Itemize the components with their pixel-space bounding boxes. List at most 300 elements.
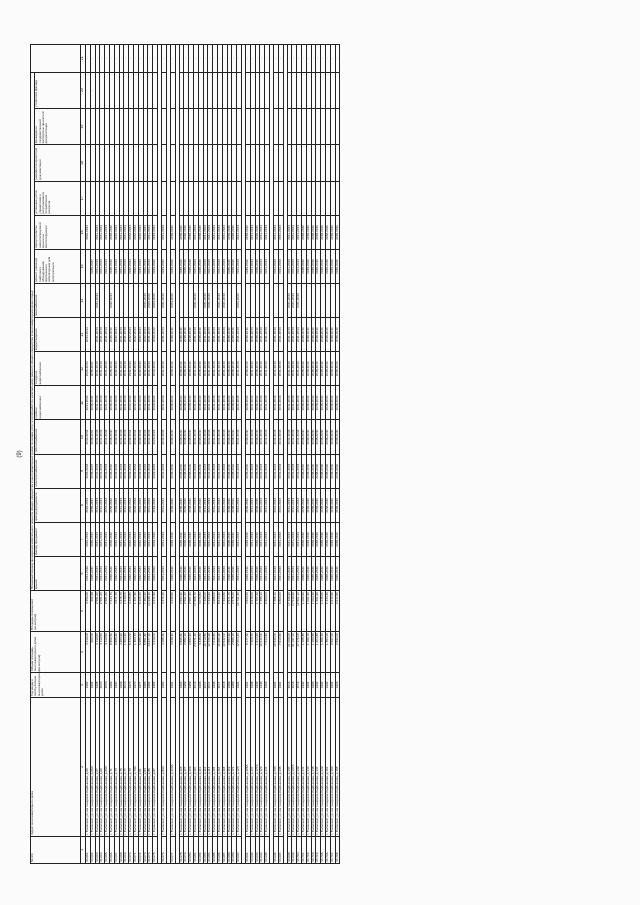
row-period: 2038-2040	[255, 488, 260, 522]
row-period: 2041-2043	[162, 284, 167, 318]
row-period: 2032-2034	[138, 522, 143, 556]
column-index: 5	[81, 591, 86, 632]
row-period: 2041-2043	[222, 318, 227, 352]
column-index: 17	[81, 181, 86, 215]
column-index: 16	[81, 215, 86, 249]
row-period: 2038-2040	[335, 318, 340, 352]
row-address: г. Волжский, ул. им генерала Карбышева, д.137	[287, 697, 292, 836]
row-dash: -	[316, 45, 321, 73]
row-address: г. Волжский, ул. им генерала Карбышева, д.112	[203, 697, 208, 836]
row-period: 2038-2040	[246, 522, 251, 556]
row-period: 2038-2040	[246, 386, 251, 420]
row-period: 2041-2043	[278, 215, 283, 249]
row-period: 2041-2043	[250, 488, 255, 522]
row-period: 2041-2043	[287, 454, 292, 488]
row-period: 2041-2043	[148, 454, 153, 488]
row-number: 34.673.	[143, 836, 148, 863]
row-year: 2016	[287, 672, 292, 697]
row-period: 2041-2043	[278, 318, 283, 352]
row-period: 2041-2043	[297, 352, 302, 386]
row-period: 2041-2043	[287, 420, 292, 454]
row-period: 2032-2034	[138, 454, 143, 488]
row-period: 2041-2043	[297, 522, 302, 556]
row-period: 2041-2043	[95, 420, 100, 454]
row-period: 2038-2040	[184, 386, 189, 420]
row-period: 2038-2040	[179, 215, 184, 249]
header-year: Год ввода в эксплуатацию многоквартирного дома	[31, 672, 81, 697]
row-period: 2038-2040	[321, 352, 326, 386]
row-period: 2038-2040	[227, 420, 232, 454]
row-period: 2041-2043	[222, 488, 227, 522]
row-period: 2038-2040	[306, 318, 311, 352]
row-period: 2038-2040	[198, 352, 203, 386]
row-dash: -	[246, 45, 251, 73]
row-address: г. Волжский, ул. им генерала Карбышева, д.107	[184, 697, 189, 836]
row-period: 2038-2040	[321, 522, 326, 556]
row-year: 1995	[213, 672, 218, 697]
row-number: 34.691.	[246, 836, 251, 863]
row-dash: -	[134, 45, 139, 73]
row-living-area: 17 549,90	[292, 591, 297, 632]
row-living-area: 3 370,40	[162, 591, 167, 632]
header-work-type: установка узлов управления и регулирования потребления ресурсов	[35, 181, 81, 215]
row-dash: -	[194, 45, 199, 73]
row-period: 2041-2043	[124, 215, 129, 249]
row-period: 2038-2040	[306, 522, 311, 556]
row-period: 2038-2040	[325, 522, 330, 556]
row-period: 2038-2040	[321, 249, 326, 283]
row-total-area: 6 885,60	[114, 631, 119, 672]
row-period: 2041-2043	[265, 318, 270, 352]
row-year: 1992	[325, 672, 330, 697]
row-living-area: 10 791,30	[237, 591, 242, 632]
row-period: 2041-2043	[119, 386, 124, 420]
row-period: 2029-2022	[153, 488, 158, 522]
row-total-area: 1 914,60	[255, 631, 260, 672]
row-period: 2041-2043	[162, 522, 167, 556]
row-period: 2032-2034	[129, 386, 134, 420]
row-period: 2041-2043	[287, 284, 292, 318]
row-period: 2041-2043	[222, 352, 227, 386]
row-number: 34.676.	[162, 836, 167, 863]
row-number: 34.697.	[278, 836, 283, 863]
row-dash: -	[86, 45, 91, 73]
row-living-area: 4 988,00	[213, 591, 218, 632]
row-period: 2041-2043	[105, 420, 110, 454]
row-period: 2038-2040	[184, 352, 189, 386]
row-living-area: 1 244,30	[325, 591, 330, 632]
row-address: г. Волжский, ул. им генерала Карбышева, д.118	[222, 697, 227, 836]
row-number: 34.665.	[105, 836, 110, 863]
row-period: 2038-2040	[316, 420, 321, 454]
row-address: г. Волжский, ул. им генерала Карбышева, д.79	[129, 697, 134, 836]
row-period: 2041-2043	[208, 318, 213, 352]
row-period: 2041-2043	[119, 249, 124, 283]
column-index: 6	[81, 556, 86, 590]
row-period: 2041-2043	[148, 215, 153, 249]
row-period: 2038-2040	[255, 522, 260, 556]
row-period: 2032-2034	[114, 522, 119, 556]
row-address: г. Волжский, ул. им генерала Карбышева, д.67	[95, 697, 100, 836]
row-address: г. Волжский, ул. им генерала Карбышева, д.85	[148, 697, 153, 836]
row-living-area: 2 591,20	[184, 591, 189, 632]
header-work-type: газоснабжение	[35, 284, 81, 318]
row-living-area: 2 575,20	[232, 591, 237, 632]
row-period: 2038-2040	[325, 420, 330, 454]
row-period: 2041-2043	[222, 386, 227, 420]
row-address: г. Волжский, ул. им генерала Карбышева, д.149	[321, 697, 326, 836]
row-period: 2041-2043	[250, 215, 255, 249]
row-period: 2038-2040	[325, 386, 330, 420]
row-number: 34.674.	[148, 836, 153, 863]
row-year: 1982	[148, 672, 153, 697]
row-period: 2041-2043	[208, 249, 213, 283]
row-period: 2029-2022	[153, 318, 158, 352]
row-period: 2038-2040	[311, 249, 316, 283]
row-year: 2013	[124, 672, 129, 697]
row-year: 1992	[301, 672, 306, 697]
header-address: Адрес многоквартирного дома	[31, 697, 81, 836]
column-index: 9	[81, 454, 86, 488]
row-period: 2038-2040	[198, 215, 203, 249]
row-number: 34.700.	[297, 836, 302, 863]
row-total-area: 4 185,30	[162, 631, 167, 672]
row-total-area: 1 404,80	[316, 631, 321, 672]
row-period: 2034-2034	[86, 420, 91, 454]
row-number: 34.693.	[255, 836, 260, 863]
column-index: 10	[81, 420, 86, 454]
row-number: 34.695.	[265, 836, 270, 863]
row-period: 2041-2043	[105, 352, 110, 386]
row-period: 2041-2043	[194, 352, 199, 386]
row-period: 2038-2040	[232, 249, 237, 283]
row-address: г. Волжский, ул. им генерала Карбышева, д.110	[194, 697, 199, 836]
row-period: 2041-2043	[297, 556, 302, 590]
row-address: г. Волжский, ул. им генерала Карбышева, д.145	[311, 697, 316, 836]
row-period: 2038-2040	[198, 454, 203, 488]
row-address: г. Волжский, ул. им генерала Карбышева, д.65А	[90, 697, 95, 836]
row-period: 2038-2040	[301, 488, 306, 522]
row-period: 2038-2040	[198, 386, 203, 420]
row-address: г. Волжский, ул. им генерала Карбышева, д.129	[260, 697, 265, 836]
row-number: 34.672.	[138, 836, 143, 863]
row-period: 2032-2034	[143, 454, 148, 488]
row-period: 2041-2043	[203, 284, 208, 318]
row-total-area: 7 613,50	[278, 631, 283, 672]
row-period: 2038-2040	[184, 249, 189, 283]
row-period: 2041-2043	[287, 556, 292, 590]
row-period: 2038-2040	[316, 488, 321, 522]
row-period: 2041-2043	[218, 488, 223, 522]
row-period: 2038-2040	[301, 454, 306, 488]
column-index: 7	[81, 522, 86, 556]
row-period: 2038-2040	[335, 249, 340, 283]
row-period: 2035-2037	[90, 420, 95, 454]
row-period: 2041-2043	[292, 454, 297, 488]
row-total-area: 13 677,10	[148, 631, 153, 672]
row-period: 2041-2043	[105, 556, 110, 590]
row-period: 2038-2040	[311, 386, 316, 420]
row-address: г. Волжский, ул. им генерала Карбышева, д.147	[316, 697, 321, 836]
row-period: 2041-2043	[100, 249, 105, 283]
row-period: 2041-2043	[213, 556, 218, 590]
row-period: 2041-2043	[105, 488, 110, 522]
row-living-area: 12 501,10	[297, 591, 302, 632]
row-dash: -	[297, 45, 302, 73]
row-dash: -	[119, 45, 124, 73]
row-period: 2032-2034	[143, 386, 148, 420]
row-period: 2041-2043	[265, 488, 270, 522]
row-dash: -	[265, 45, 270, 73]
row-period: 2038-2040	[184, 556, 189, 590]
row-period: 2041-2043	[278, 522, 283, 556]
row-period: 2026-2034	[86, 488, 91, 522]
row-period: 2041-2043	[162, 215, 167, 249]
row-period: 2041-2043	[297, 420, 302, 454]
row-year: 1991	[246, 672, 251, 697]
row-period: 2041-2043	[218, 352, 223, 386]
row-period: 2041-2043	[95, 454, 100, 488]
row-period: 2034-2034	[86, 318, 91, 352]
row-period: 2038-2040	[170, 420, 175, 454]
row-period: 2038-2040	[316, 352, 321, 386]
row-period	[335, 181, 340, 215]
row-period: 2041-2043	[105, 522, 110, 556]
row-period: 2038-2040	[232, 522, 237, 556]
row-period: 2041-2043	[260, 454, 265, 488]
row-period: 2041-2043	[148, 488, 153, 522]
row-address: г. Волжский, ул. им генерала Карбышева, д.77	[124, 697, 129, 836]
row-period: 2041-2043	[265, 352, 270, 386]
row-year: 1993	[119, 672, 124, 697]
row-address: г. Волжский, ул. им генерала Карбышева, д.123	[237, 697, 242, 836]
row-period: 2038-2040	[301, 318, 306, 352]
row-period: 2041-2043	[292, 386, 297, 420]
row-period: 2032-2034	[138, 215, 143, 249]
row-period: 2038-2040	[110, 249, 115, 283]
row-dash: -	[153, 45, 158, 73]
row-period: 2038-2040	[189, 352, 194, 386]
row-period: 2041-2043	[95, 522, 100, 556]
row-period: 2038-2040	[306, 488, 311, 522]
row-period: 2038-2040	[227, 318, 232, 352]
row-period: 2038-2040	[246, 488, 251, 522]
row-period	[335, 72, 340, 108]
row-period: 2038-2040	[255, 420, 260, 454]
row-period: 2041-2043	[95, 318, 100, 352]
row-living-area: 1 707,20	[255, 591, 260, 632]
row-number: 34.663.	[95, 836, 100, 863]
row-period: 2041-2043	[124, 318, 129, 352]
row-period: 2038-2040	[335, 488, 340, 522]
row-living-area: 7 465,00	[203, 591, 208, 632]
row-period: 2038-2040	[170, 386, 175, 420]
header-work-type: переустройство невентилируемой крыши на вентилируемую	[35, 215, 81, 249]
row-year: 1993	[179, 672, 184, 697]
row-number: 34.669.	[124, 836, 129, 863]
row-period: 2038-2040	[306, 420, 311, 454]
row-period: 2038-2040	[170, 352, 175, 386]
row-period: 2041-2043	[213, 420, 218, 454]
header-blank	[31, 45, 81, 73]
row-period: 2032-2034	[143, 318, 148, 352]
row-living-area: 1 064,30	[311, 591, 316, 632]
row-period: 2029-2022	[153, 454, 158, 488]
row-period: 2032-2034	[129, 215, 134, 249]
row-period: 2041-2043	[297, 454, 302, 488]
row-period: 2029-2022	[153, 386, 158, 420]
row-period: 2032-2034	[143, 488, 148, 522]
row-period: 2041-2043	[297, 386, 302, 420]
row-period: 2038-2040	[306, 454, 311, 488]
row-total-area: 1 386,10	[321, 631, 326, 672]
row-dash: -	[335, 45, 340, 73]
row-period: 2041-2043	[292, 249, 297, 283]
row-number: 34.667.	[114, 836, 119, 863]
row-period: 2041-2043	[222, 215, 227, 249]
row-year: 1992	[330, 672, 335, 697]
row-total-area: 2 892,00	[335, 631, 340, 672]
row-period: 2038-2040	[110, 215, 115, 249]
row-year: 1999	[255, 672, 260, 697]
row-period: 2029-2022	[162, 249, 167, 283]
row-address: г. Волжский, ул. им генерала Карбышева, д.81	[138, 697, 143, 836]
column-index: 2	[81, 697, 86, 836]
row-period: 2041-2043	[213, 352, 218, 386]
row-period: 2038-2040	[198, 522, 203, 556]
row-address: г. Волжский, ул. им генерала Карбышева, д.135	[278, 697, 283, 836]
row-living-area: 3 073,80	[198, 591, 203, 632]
row-period: 2041-2043	[250, 318, 255, 352]
row-total-area: 4 419,00	[153, 631, 158, 672]
row-period: 2041-2043	[203, 386, 208, 420]
row-dash: -	[90, 45, 95, 73]
row-period: 2041-2043	[203, 215, 208, 249]
row-year: 1984	[162, 672, 167, 697]
row-period: 2041-2043	[278, 386, 283, 420]
row-address: г. Волжский, ул. им генерала Карбышева, д.139	[297, 697, 302, 836]
row-year: 1993	[335, 672, 340, 697]
row-number: 34.679.	[184, 836, 189, 863]
row-period: 2041-2043	[100, 215, 105, 249]
row-period: 2035-2037	[90, 488, 95, 522]
row-year: 1989	[184, 672, 189, 697]
row-period: 2041-2043	[260, 249, 265, 283]
row-period: 2035-2037	[90, 556, 95, 590]
row-living-area: 8 613,90	[218, 591, 223, 632]
row-dash: -	[143, 45, 148, 73]
row-period: 2041-2043	[250, 352, 255, 386]
row-period: 2038-2040	[184, 420, 189, 454]
row-period: 2038-2040	[179, 522, 184, 556]
row-period: 2038-2040	[301, 420, 306, 454]
row-period: 2041-2043	[260, 215, 265, 249]
row-period: 2041-2043	[124, 556, 129, 590]
column-index: 19	[81, 108, 86, 144]
row-period: 2041-2043	[287, 215, 292, 249]
row-period: 2032-2034	[143, 352, 148, 386]
row-number: 34.686.	[218, 836, 223, 863]
row-dash: -	[292, 45, 297, 73]
row-period: 2038-2040	[325, 249, 330, 283]
row-number: 34.685.	[213, 836, 218, 863]
row-living-area: 6 576,00	[250, 591, 255, 632]
row-period: 2041-2043	[250, 454, 255, 488]
row-period: 2041-2043	[297, 488, 302, 522]
row-period: 2041-2043	[208, 420, 213, 454]
row-dash: -	[218, 45, 223, 73]
row-total-area: 5 372,00	[129, 631, 134, 672]
row-period: 2038-2040	[330, 556, 335, 590]
row-period: 2041-2043	[213, 522, 218, 556]
row-living-area: 2 581,60	[100, 591, 105, 632]
row-period: 2038-2040	[311, 454, 316, 488]
row-period: 2041-2043	[260, 420, 265, 454]
row-dash: -	[95, 45, 100, 73]
row-living-area: 4 425,80	[129, 591, 134, 632]
row-period: 2041-2043	[124, 386, 129, 420]
row-period: 2041-2043	[273, 249, 278, 283]
row-period: 2041-2043	[260, 488, 265, 522]
row-period: 2041-2043	[124, 454, 129, 488]
row-living-area: 6 863,00	[278, 591, 283, 632]
row-living-area: 4 378,70	[119, 591, 124, 632]
row-period: 2032-2034	[134, 420, 139, 454]
row-period: 2041-2043	[278, 249, 283, 283]
row-dash: -	[124, 45, 129, 73]
row-address: г. Волжский, ул. им генерала Карбышева, д.87	[153, 697, 158, 836]
column-index: 12	[81, 352, 86, 386]
row-period: 2038-2040	[184, 488, 189, 522]
row-address: г. Волжский, ул. им генерала Карбышева, д.127	[250, 697, 255, 836]
row-period: 2038-2040	[246, 318, 251, 352]
row-year: 2018	[292, 672, 297, 697]
column-index: 3	[81, 672, 86, 697]
row-period: 2035-2037	[90, 454, 95, 488]
row-period: 2041-2043	[222, 556, 227, 590]
row-period: 2038-2040	[325, 556, 330, 590]
row-dash: -	[170, 45, 175, 73]
row-period: 2038-2040	[227, 556, 232, 590]
row-year: 1989	[227, 672, 232, 697]
row-total-area: 2 883,90	[227, 631, 232, 672]
row-address: г. Волжский, ул. им генерала Карбышева, д.119	[227, 697, 232, 836]
row-year: 2017	[208, 672, 213, 697]
row-period: 2038-2040	[232, 454, 237, 488]
row-period: 2038-2040	[246, 556, 251, 590]
row-period: 2038-2040	[198, 318, 203, 352]
row-period: 2038-2040	[170, 488, 175, 522]
row-period: 2041-2043	[218, 318, 223, 352]
row-dash: -	[232, 45, 237, 73]
row-period: 2038-2040	[301, 249, 306, 283]
row-total-area: 5 985,90	[138, 631, 143, 672]
row-address: г. Волжский, ул. им генерала Карбышева, д.143	[306, 697, 311, 836]
row-period: 2038-2040	[306, 352, 311, 386]
row-period: 2041-2043	[100, 454, 105, 488]
row-period: 2041-2043	[287, 249, 292, 283]
row-period: 2041-2043	[148, 249, 153, 283]
row-period: 2038-2040	[179, 352, 184, 386]
row-living-area: 2 617,80	[335, 591, 340, 632]
row-year: 1989	[110, 672, 115, 697]
row-address: г. Волжский, ул. им генерала Карбышева, д.105	[179, 697, 184, 836]
row-period: 2038-2040	[325, 488, 330, 522]
row-address: г. Волжский, ул. им генерала Карбышева, д.89А	[162, 697, 167, 836]
row-period: 2038-2040	[316, 522, 321, 556]
row-period: 2041-2043	[273, 488, 278, 522]
row-period: 2038-2040	[306, 556, 311, 590]
